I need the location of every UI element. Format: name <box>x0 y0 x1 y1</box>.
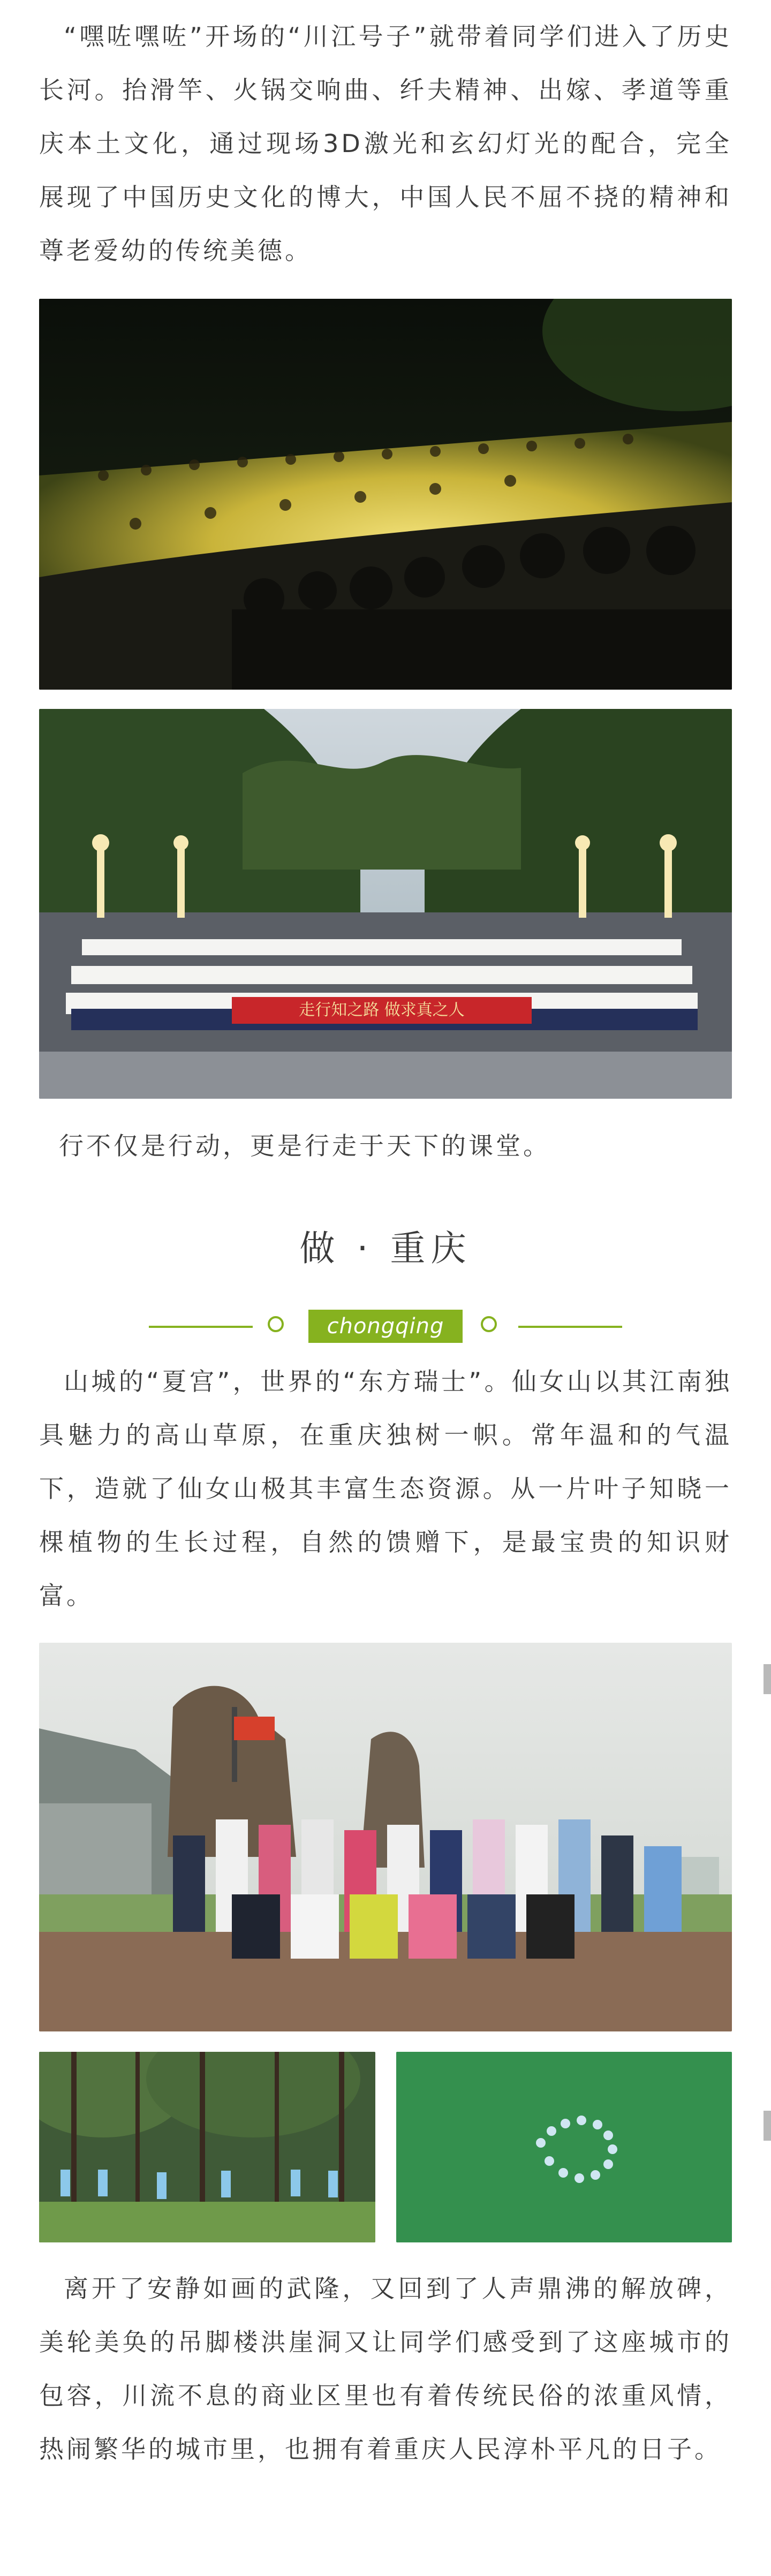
page-edge-marker <box>764 2111 771 2141</box>
divider-dot-icon <box>481 1316 497 1332</box>
divider-dot-icon <box>268 1316 284 1332</box>
forest-walk-photo <box>39 2052 375 2242</box>
grass-circle-photo <box>396 2052 732 2242</box>
mountain-group-photo <box>39 1643 732 2031</box>
page-edge-marker <box>764 1664 771 1694</box>
group-stairs-photo <box>39 709 732 1099</box>
divider-line-left <box>149 1326 253 1328</box>
section-title: 做 · 重庆 <box>299 1228 472 1269</box>
photo-caption: 行不仅是行动，更是行走于天下的课堂。 <box>59 1131 550 1160</box>
night-performance-photo <box>39 299 732 690</box>
banner-text: 走行知之路 做求真之人 <box>299 1001 465 1019</box>
intro-paragraph: “嘿咗嘿咗”开场的“川江号子”就带着同学们进入了历史长河。抬滑竿、火锅交响曲、纤夫精神、出嫁、孝道等重庆本土文化，通过现场3D激光和玄幻灯光的配合，完全展现了中国历史文化的博大，中国人民不屈不挠的精神和尊老爱幼的传统美德。 <box>39 22 732 265</box>
city-paragraph: 离开了安静如画的武隆，又回到了人声鼎沸的解放碑，美轮美奂的吊脚楼洪崖洞又让同学们感受到了这座城市的包容，川流不息的商业区里也有着传统民俗的浓重风情，热闹繁华的城市里，也拥有着重庆人民淳朴平凡的日子。 <box>39 2274 732 2464</box>
divider-line-right <box>518 1326 622 1328</box>
section-divider <box>0 1308 771 1345</box>
section-tag: chongqing <box>308 1310 463 1343</box>
mountain-paragraph: 山城的“夏宫”，世界的“东方瑞士”。仙女山以其江南独具魅力的高山草原，在重庆独树一帜。常年温和的气温下，造就了仙女山极其丰富生态资源。从一片叶子知晓一棵植物的生长过程，自然的馈赠下，是最宝贵的知识财富。 <box>39 1367 732 1610</box>
